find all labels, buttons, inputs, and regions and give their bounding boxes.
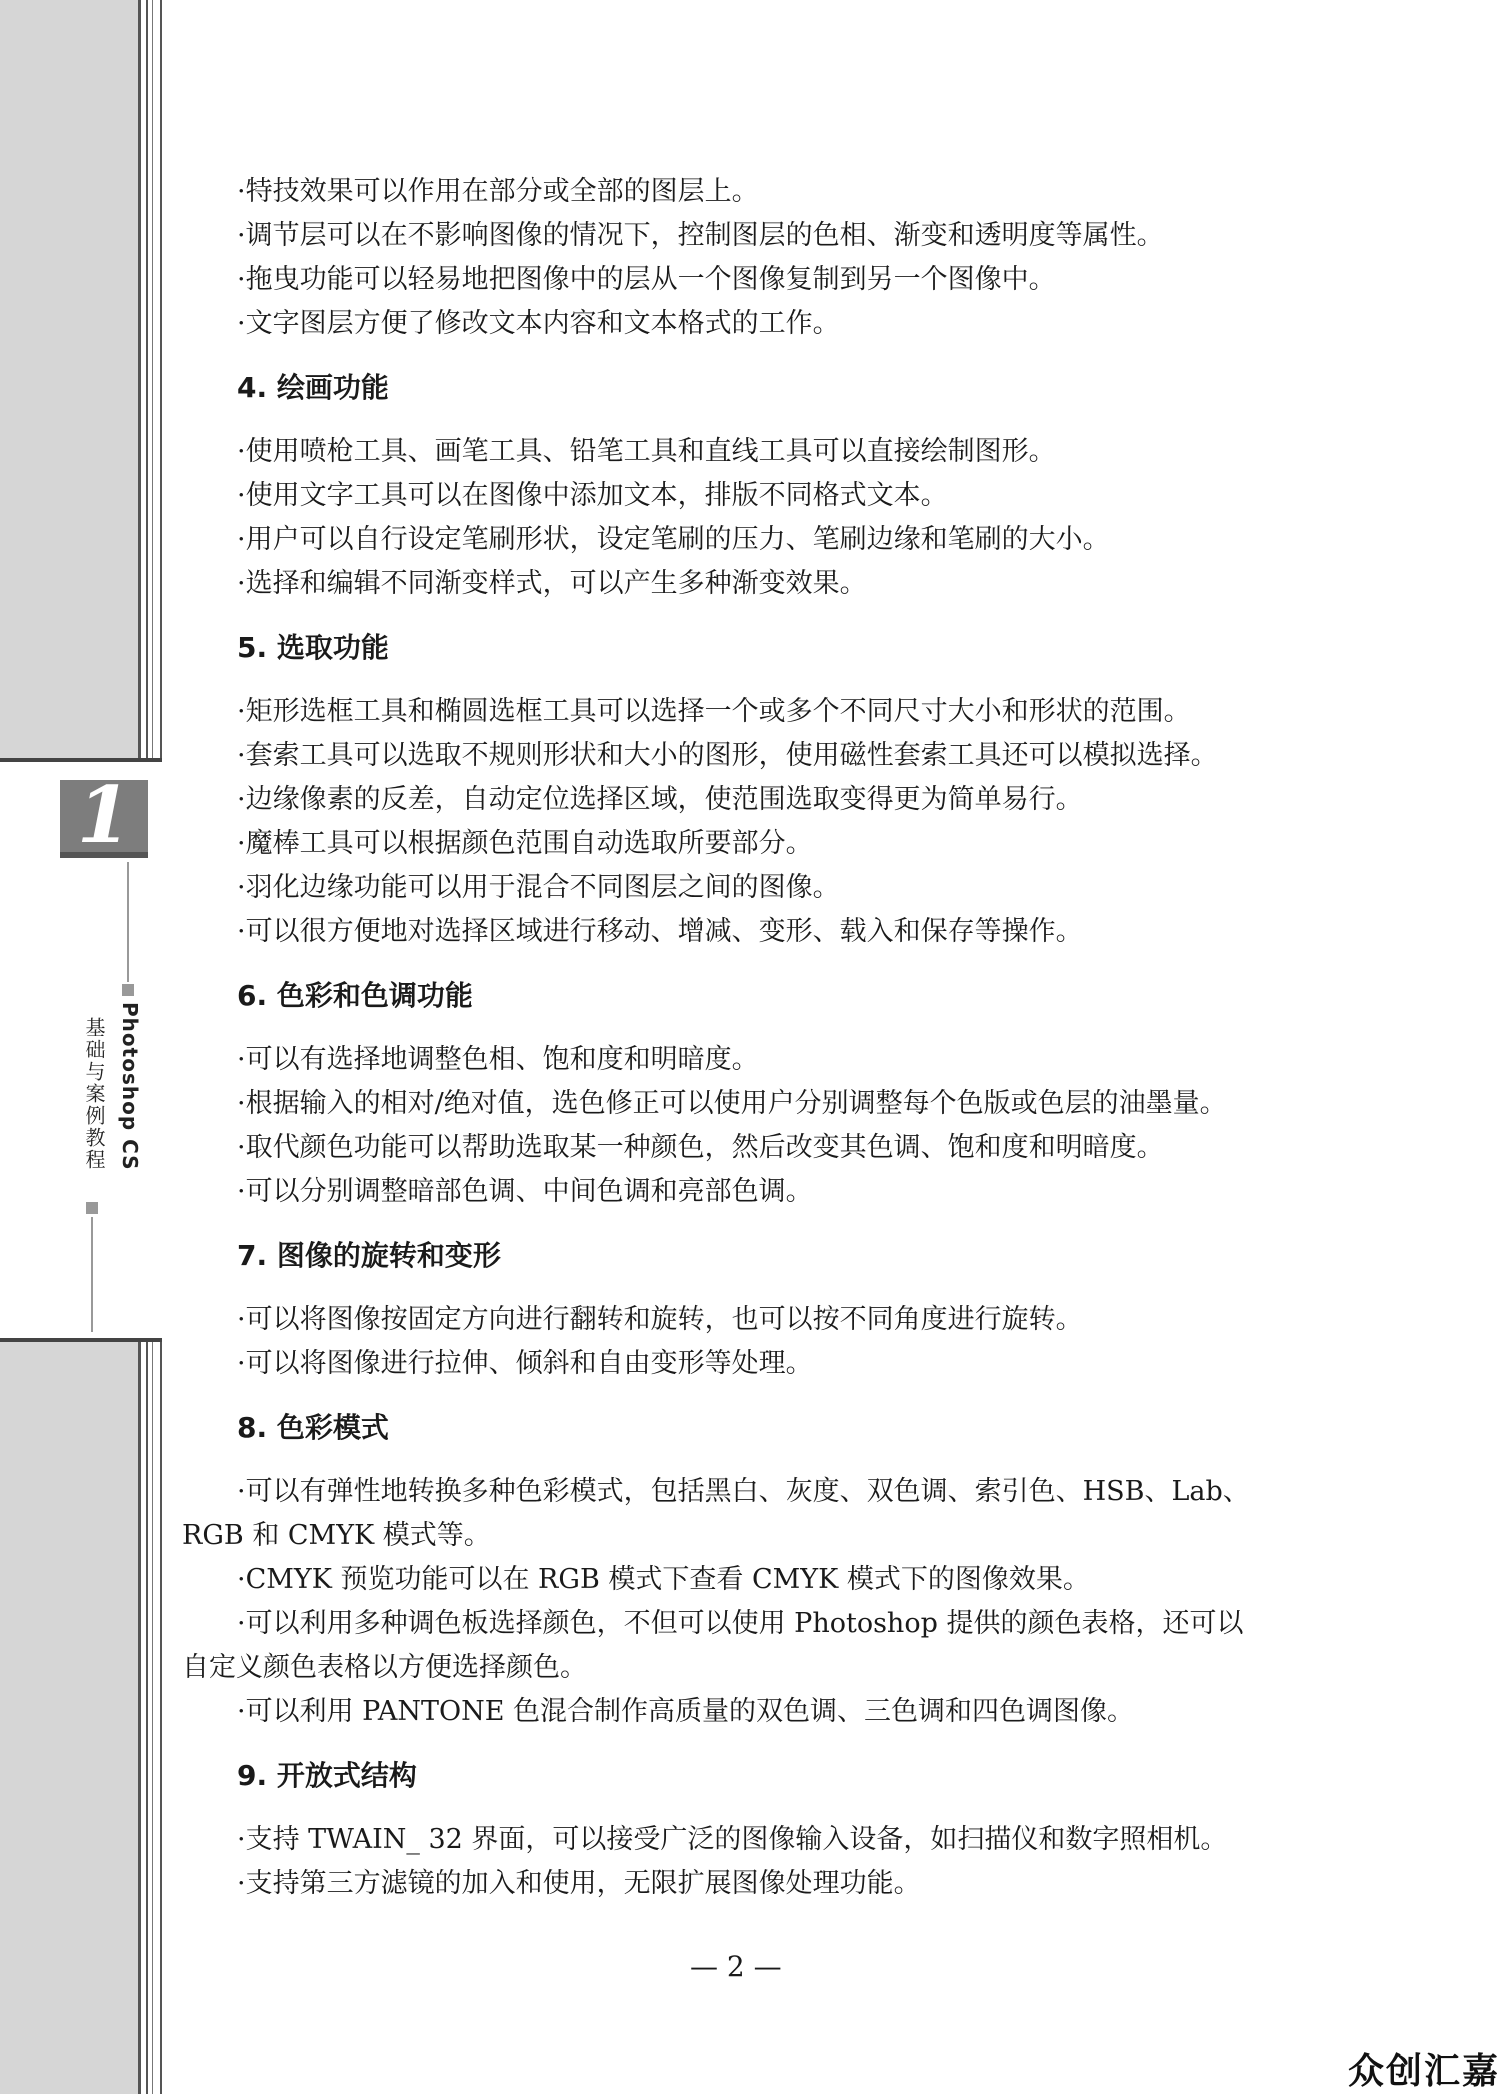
book-subtitle: 基础与案例教程 <box>82 1017 106 1171</box>
chapter-number: 1 <box>76 770 132 861</box>
paragraph-line: ·CMYK 预览功能可以在 RGB 模式下查看 CMYK 模式下的图像效果。 <box>237 1564 1090 1595</box>
list-item: ·魔棒工具可以根据颜色范围自动选取所要部分。 <box>237 828 813 859</box>
paragraph-line: ·可以利用 PANTONE 色混合制作高质量的双色调、三色调和四色调图像。 <box>237 1696 1135 1727</box>
list-item: ·用户可以自行设定笔刷形状，设定笔刷的压力、笔刷边缘和笔刷的大小。 <box>237 524 1110 555</box>
list-item: ·羽化边缘功能可以用于混合不同图层之间的图像。 <box>237 872 840 903</box>
margin-strip-top <box>0 0 138 760</box>
section-heading: 7. 图像的旋转和变形 <box>237 1239 501 1272</box>
list-item: ·使用喷枪工具、画笔工具、铅笔工具和直线工具可以直接绘制图形。 <box>237 436 1056 467</box>
section-heading: 9. 开放式结构 <box>237 1759 417 1792</box>
list-item: ·可以很方便地对选择区域进行移动、增减、变形、载入和保存等操作。 <box>237 916 1083 947</box>
paragraph-line: ·可以有弹性地转换多种色彩模式，包括黑白、灰度、双色调、索引色、HSB、Lab、 <box>237 1476 1250 1507</box>
section-heading: 8. 色彩模式 <box>237 1411 389 1444</box>
list-item: ·支持第三方滤镜的加入和使用，无限扩展图像处理功能。 <box>237 1868 921 1899</box>
tab-square-marker <box>86 1202 98 1214</box>
list-item: ·调节层可以在不影响图像的情况下，控制图层的色相、渐变和透明度等属性。 <box>237 220 1164 251</box>
section-heading: 5. 选取功能 <box>237 631 389 664</box>
list-item: ·根据输入的相对/绝对值，选色修正可以使用户分别调整每个色版或色层的油墨量。 <box>237 1088 1227 1119</box>
margin-strip-bottom <box>0 1340 138 2094</box>
page-number: — 2 — <box>690 1950 782 1983</box>
chapter-tab <box>0 758 162 1342</box>
list-item: ·可以将图像按固定方向进行翻转和旋转，也可以按不同角度进行旋转。 <box>237 1304 1083 1335</box>
paragraph-line: ·可以利用多种调色板选择颜色，不但可以使用 Photoshop 提供的颜色表格，还可以 <box>237 1608 1244 1639</box>
list-item: ·矩形选框工具和椭圆选框工具可以选择一个或多个不同尺寸大小和形状的范围。 <box>237 696 1191 727</box>
list-item: ·取代颜色功能可以帮助选取某一种颜色，然后改变其色调、饱和度和明暗度。 <box>237 1132 1164 1163</box>
section-heading: 4. 绘画功能 <box>237 371 389 404</box>
paragraph-line: 自定义颜色表格以方便选择颜色。 <box>182 1652 587 1683</box>
watermark-logo: 众创汇嘉 <box>1347 2051 1500 2092</box>
list-item: ·使用文字工具可以在图像中添加文本，排版不同格式文本。 <box>237 480 948 511</box>
list-item: ·支持 TWAIN_ 32 界面，可以接受广泛的图像输入设备，如扫描仪和数字照相机。 <box>237 1824 1228 1855</box>
list-item: ·文字图层方便了修改文本内容和文本格式的工作。 <box>237 308 840 339</box>
tab-connector-line <box>91 1217 93 1332</box>
tab-connector-line <box>127 862 129 982</box>
tab-square-marker <box>122 984 134 996</box>
list-item: ·特技效果可以作用在部分或全部的图层上。 <box>237 176 759 207</box>
list-item: ·套索工具可以选取不规则形状和大小的图形，使用磁性套索工具还可以模拟选择。 <box>237 740 1218 771</box>
list-item: ·选择和编辑不同渐变样式，可以产生多种渐变效果。 <box>237 568 867 599</box>
page-body <box>182 170 1362 1906</box>
section-heading: 6. 色彩和色调功能 <box>237 979 473 1012</box>
paragraph-line: RGB 和 CMYK 模式等。 <box>182 1520 491 1551</box>
list-item: ·拖曳功能可以轻易地把图像中的层从一个图像复制到另一个图像中。 <box>237 264 1056 295</box>
list-item: ·边缘像素的反差，自动定位选择区域，使范围选取变得更为简单易行。 <box>237 784 1083 815</box>
list-item: ·可以有选择地调整色相、饱和度和明暗度。 <box>237 1044 759 1075</box>
chapter-number-box <box>60 770 148 861</box>
list-item: ·可以分别调整暗部色调、中间色调和亮部色调。 <box>237 1176 813 1207</box>
book-title: Photoshop CS <box>118 1002 142 1171</box>
list-item: ·可以将图像进行拉伸、倾斜和自由变形等处理。 <box>237 1348 813 1379</box>
